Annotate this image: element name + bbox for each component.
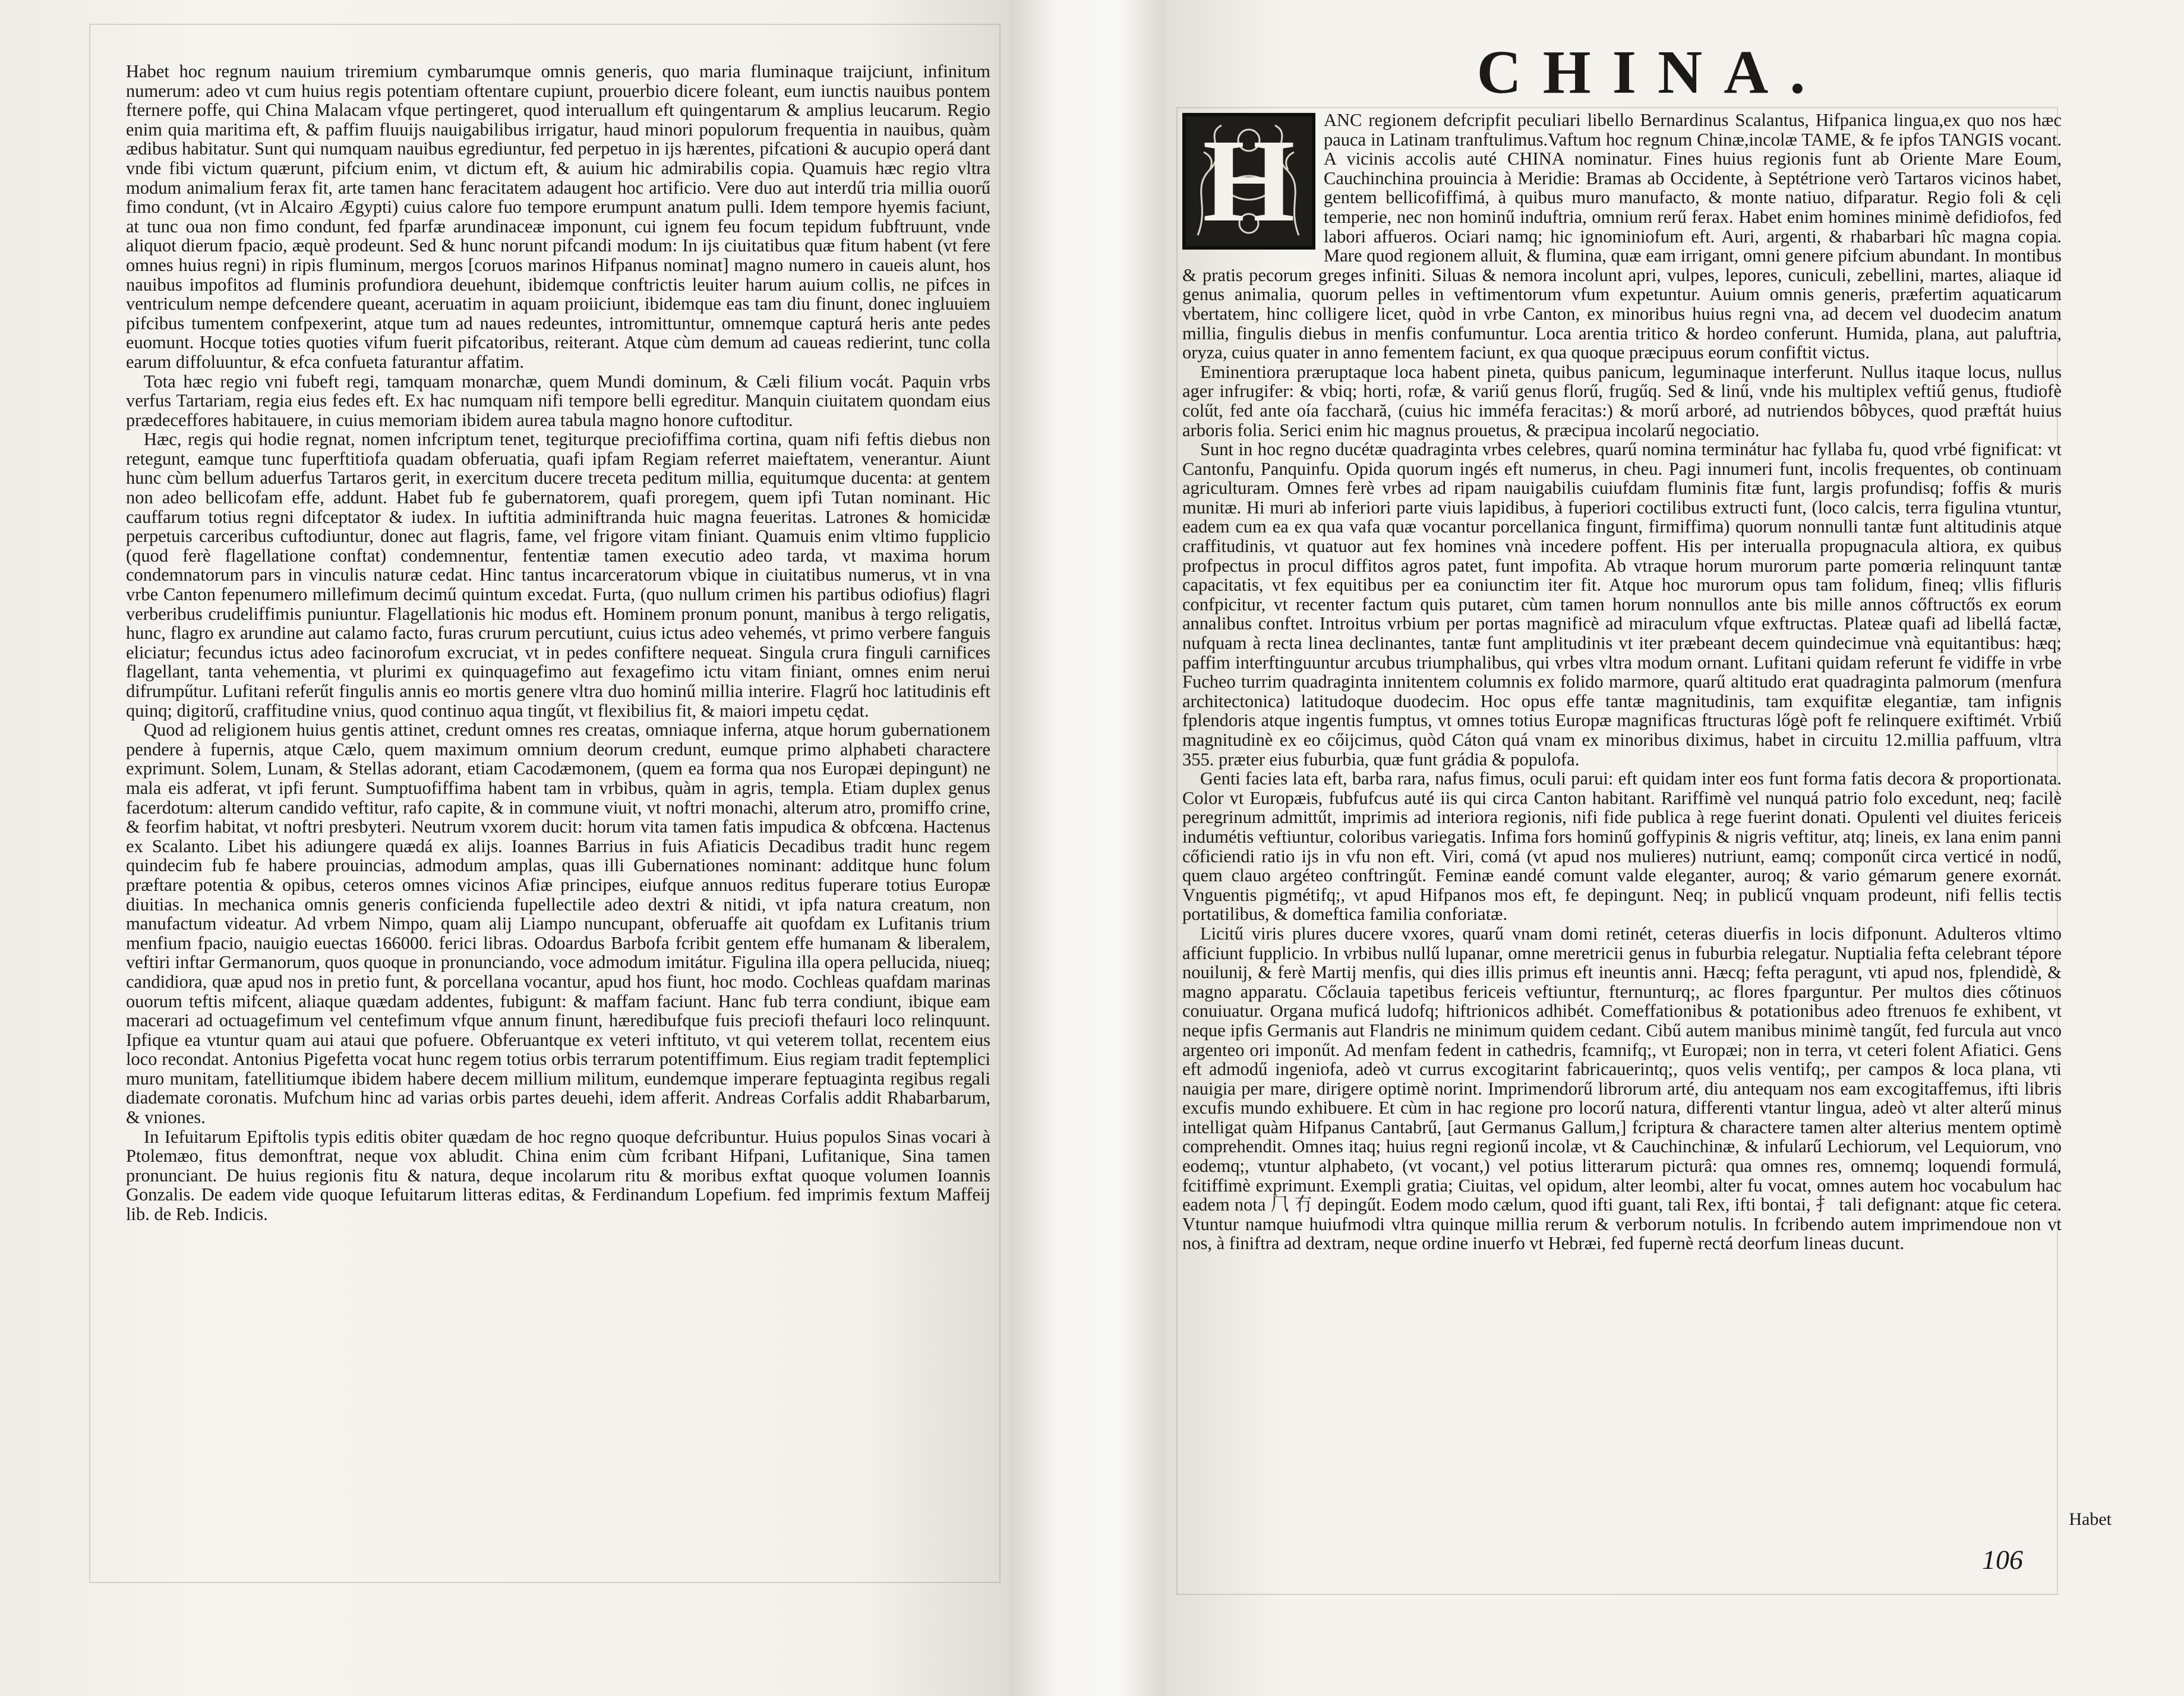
page-number: 106: [1982, 1544, 2023, 1575]
right-paragraph-1: ANC regionem defcripfit peculiari libello Bernardinus Scalantus, Hifpanica lingua,ex quo nos hæc pauca in Latinam tranftulimus.Vaftum hoc regnum Chinæ,incolæ TAME, & fe ipfos TANGIS vocant. A vicinis accolis auté CHINA nominatur. Fines huius regionis funt ab Oriente Mare Eoum, Cauchinchina prouincia à Meridie: Bramas ab Occidente, à Septétrione verò Tartaros vicinos habet, gentem bellicofiffimá, à quibus muro manufacto, & monte natiuo, difparatur. Regio foli & cęli temperie, nec non hominű induftria, omnium rerű ferax. Habet enim homines minimè defidiofos, fed labori affueros. Ociari namq; hic ignominiofum eft. Auri, argenti, & rhabarbari hîc magna copia. Mare quod regionem alluit, & flumina, quæ eam irrigant, omni genere pifcium abundant. In montibus & pratis pecorum greges infiniti. Siluas & nemora incolunt apri, vulpes, lepores, cuniculi, zebellini, martes, aliaque id genus animalia, quorum pelles in veftimentorum vfum expetuntur. Auium omnis generis, præfertim aquaticarum vbertatem, hinc colligere licet, quòd in vrbe Canton, ex minoribus huius regni vna, ad decem vel duodecim anatum millia, fingulis diebus in menfis confumuntur. Loca arentia tritico & hordeo conferunt. Humida, plana, aut paluftria, oryza, cuius quater in anno fementem faciunt, ex qua quoque præcipuus eorum confiftit victus.: [1182, 110, 2062, 363]
right-paragraph-4: Genti facies lata eft, barba rara, nafus fimus, oculi parui: eft quidam inter eos funt forma fatis decora & proportionata. Color vt Europæis, fubfufcus auté iis qui circa Canton habitant. Rariffimè vel nunquá patrio folo excedunt, neq; facilè peregrinum admittűt, imprimis ad interiora regionis, nifi fide publica à rege fuerint donati. Opulenti vel diuites fericeis indumétis veftiuntur, coloribus variegatis. Infima fors hominű goffypinis & nigris veftitur, atq; lineis, ex lana enim panni cőficiendi ratio ijs in vfu non eft. Viri, comá (vt apud nos mulieres) nutriunt, eamq; componűt circa verticé in nodű, quem clauo argéteo conftringűt. Feminæ eandé comunt valde eleganter, auroq; & vario gémarum genere exornát. Vnguentis pigmétifq;, vt apud Hifpanos mos eft, fe depingunt. Neq; in publicű vnquam prodeunt, nifi fellis tectis portatilibus, & domeftica familia conforiatæ.: [1182, 768, 2062, 925]
right-paragraph-5: Licitű viris plures ducere vxores, quarű vnam domi retinét, ceteras diuerfis in locis difponunt. Adulteros vltimo afficiunt fupplicio. In vrbibus nullű lupanar, omne meretricii genus in fuburbia relegatur. Nuptialia fefta celebrant tépore nouilunij, & ferè Martij menfis, qui dies illis primus eft ineuntis anni. Hæcq; fefta peragunt, vti apud nos, fplendidè, & magno apparatu. Cőclauia tapetibus fericeis veftiuntur, fternunturq;, ac flores fparguntur. Per multos dies cőtinuos conuiuatur. Organa muficá ludofq; hiftrionicos adhibét. Comeffationibus & potationibus adeo ftrenuos fe exhibent, vt neque ipfis Germanis aut Flandris ne minimum quidem cedant. Cibű autem manibus minimè tangűt, fed furcula aut vnco argenteo ori imponűt. Ad menfam fedent in cathedris, fcamnifq;, vt Europæi; non in terra, vt ceteri folent Afiatici. Gens eft admodű ingeniofa, adeò vt currus excogitarint fabricauerintq;, quos velis ventifq;, per campos & loca plana, vti nauigia per mare, dirigere optimè norint. Imprimendorű librorum arté, diu antequam nos eam excogitaffemus, ifti libris excufis mundo exhibuere. Et cùm in hac regione pro locorű natura, differenti vtantur lingua, adeò vt alter alterű minus intelligat quàm Hifpanus Cantabrű, [aut Germanus Gallum,] fcriptura & charactere tamen alter alterius mentem optimè comprehendit. Omnes itaq; huius regni regionű incolæ, vt & Cauchinchinæ, & infularű Lechiorum, vel Lequiorum, vno eodemq;, vtuntur alphabeto, (vt vocant,) vel potius litterarum picturâ: qua omnes res, omnemq; loquendi formulá, fcitiffimè exprimunt. Exempli gratia; Ciuitas, vel opidum, alter leombi, alter fu vocat, omnes autem hoc vocabulum hac eadem nota ⺇ 冇 depingűt. Eodem modo cælum, quod ifti guant, tali Rex, ifti bontai, ⺘ tali defignant: atque fic cetera. Vtuntur namque huiufmodi vltra quinque millia rerum & verborum notulis. In fcribendo autem imprimendoue non vt nos, à finiftra ad dextram, neque ordine inuerfo vt Hebræi, fed fupernè rectá deorfum lineas ducunt.: [1182, 923, 2062, 1254]
catchword: Habet: [2069, 1509, 2112, 1529]
left-page: [0, 0, 1010, 1696]
left-paragraph-1: Habet hoc regnum nauium triremium cymbarumque omnis generis, quo maria fluminaque traijciunt, infinitum numerum: adeo vt cum huius regis potentiam oftentare cupiunt, prouerbio dicere foleant, eum iunctis nauibus pontem fternere poffe, qui China Malacam vfque pertingeret, quod interuallum eft quingentarum & amplius leucarum. Regio enim quia maritima eft, & paffim fluuijs nauigabilibus irrigatur, haud minori populorum frequentia in nauibus, quàm ædibus habitatur. Sunt qui numquam nauibus egrediuntur, fed perpetuo in ijs hærentes, pifcationi & aucupio operá dant vnde fibi victum quærunt, pifcium enim, vt dictum eft, & auium hic admirabilis copia. Quamuis hæc regio vltra modum animalium ferax fit, arte tamen hanc feracitatem adaugent hoc artificio. Vere duo aut interdű tria millia ouorű fimo condunt, (vt in Alcairo Ægypti) cuius calore fuo tempore erumpunt anatum pulli. Idem tempore hyemis faciunt, at tunc oua non fimo condunt, fed fparfæ arundinaceæ imponunt, cui ignem feu focum tepidum fubftruunt, vnde aliquot dierum fpacio, æquè prodeunt. Sed & hunc norunt pifcandi modum: In ijs ciuitatibus quæ fitum habent (vt fere omnes huius regni) in ripis fluminum, mergos [coruos marinos Hifpanus nominat] magno numero in caueis alunt, hos nauibus impofitos ad fluminis profundiora deuehunt, ibidemque conftrictis leuiter harum auium collis, ne pifces in ventriculum nempe defcendere queant, aceruatim in aquam proiiciunt, ibidemque eas tam diu finunt, donec ingluuiem pifcibus tumentem confpexerint, atque tum ad naues redeuntes, intromittuntur, omnemque capturá heris ante pedes euomunt. Hocque toties quoties vifum fuerit pifcatoribus, reiterant. Atque cùm demum ad caueas redierint, tunc colla earum diffoluuntur, & efca confueta faturantur affatim.: [126, 61, 990, 372]
initial-letter: H: [1203, 115, 1295, 247]
right-text-column: [1182, 111, 2062, 1253]
right-paragraph-3: Sunt in hoc regno ducétæ quadraginta vrbes celebres, quarű nomina terminátur hac fyllaba fu, quod vrbé fignificat: vt Cantonfu, Panquinfu. Opida quorum ingés eft numerus, in cheu. Pagi innumeri funt, incolis frequentes, ob continuam agriculturam. Omnes ferè vrbes ad ripam nauigabilis cuiufdam fluminis fitæ funt, largis profundisq; foffis & muris munitæ. Hi muri ab inferiori parte viuis lapidibus, à fuperiori coctilibus extructi funt, (loco calcis, terra figulina vtuntur, eadem cum ea ex qua vafa quæ vocantur porcellanica fingunt, firmiffima) quorum nonnulli tantæ funt altitudinis atque craffitudinis, vt quatuor aut fex homines vnà incedere poffent. His per interualla propugnacula altiora, ex quibus profpectus in procul diffitos agros patet, funt impofita. Ab vtraque horum murorum parte pomœria relinquunt tantæ capacitatis, vt fex equitibus per ea coniunctim iter fit. Atque hoc murorum opus tam folidum, fineq; vllis fifluris confpicitur, vt recenter factum quis putaret, cùm tamen horum nonnullos ante bis mille annos cőftructős ex eorum annalibus conftet. Introitus vrbium per portas magnificè ad miraculum vfque exftructas. Plateæ quafi ad libellá factæ, nufquam à recta linea declinantes, tantæ funt amplitudinis vt iter præbeant decem quindecimue vnà equitantibus: hæq; paffim interftinguuntur arcubus triumphalibus, qui vrbes vltra modum ornant. Lufitani quidam referunt fe vidiffe in vrbe Fucheo turrim quadraginta innitentem columnis ex folido marmore, quarű altitudo erat quadraginta palmorum (menfura architectonica) latitudoque duodecim. Hoc opus effe tantæ magnitudinis, tam exquifitæ elegantiæ, tam infignis fplendoris atque ingentis fumptus, vt omnes totius Europæ magnificas ftructuras lőgè poft fe relinquere exiftimét. Vrbiű magnitudinè ex eo cőijcimus, quòd Cáton quá vnam ex minoribus diximus, habet in circuitu 12.millia paffuum, vltra 355. præter eius fuburbia, quæ funt grádia & populofa.: [1182, 439, 2062, 770]
left-paragraph-2: Tota hæc regio vni fubeft regi, tamquam monarchæ, quem Mundi dominum, & Cæli filium vocát. Paquin vrbs verfus Tartariam, regia eius fedes eft. Ex hac numquam nifi tempore belli egreditur. Manquin ciuitatem quondam eius prædeceffores habitauere, in cuius memoriam ibidem aurea tabula magno honore cuftoditur.: [126, 371, 990, 430]
page-title: CHINA.: [1476, 38, 1827, 106]
left-paragraph-4: Quod ad religionem huius gentis attinet, credunt omnes res creatas, omniaque inferna, atque horum gubernationem pendere à fupernis, atque Cælo, quem maximum omnium deorum credunt, eumque primo alphabeti charactere exprimunt. Solem, Lunam, & Stellas adorant, etiam Cacodæmonem, (quem ea forma qua nos Europæi depingunt) ne mala eis adferat, vt ipfi ferunt. Sumptuofiffima habent tam in vrbibus, quàm in agris, templa. Etiam duplex genus facerdotum: alterum candido veftitur, rafo capite, & in commune viuit, vt noftri monachi, alterum atro, promiffo crine, & feorfim habitat, vt noftri presbyteri. Neutrum vxorem ducit: horum vita tamen fatis impudica & obfcœna. Hactenus ex Scalanto. Libet his adiungere quædá ex alijs. Ioannes Barrius in fuis Afiaticis Decadibus tradit hunc regem quindecim fub fe habere prouincias, admodum amplas, quas illi Gubernationes nominant: additque hunc folum præftare potentia & opibus, ceteros omnes vicinos Afiæ principes, eiufque annuos reditus fuperare totius Europæ diuitias. In mechanica omnis generis conficienda fupellectile adeo dextri & nitidi, vt ipfa natura creatum, non manufactum videatur. Ad vrbem Nimpo, quam alij Liampo nuncupant, obferuaffe ait quofdam ex Lufitanis trium menfium fpacio, nauigio euectas 166000. ferici libras. Odoardus Barbofa fcribit gentem effe humanam & liberalem, veftiri inftar Germanorum, quos quoque in pronunciando, voce admodum imitátur. Figulina illa opera pellucida, niueq; candidiora, quæ apud nos in pretio funt, & porcellana vocantur, apud hos fiunt, hoc modo. Cochleas quafdam marinas ouorum teftis mifcent, aliaque quædam addentes, fubigunt: & maffam faciunt. Hanc fub terra condiunt, ibique eam macerari ad octuagefimum vel centefimum vfque annum finunt, hæredibufque fuis preciofi thefauri loco relinquunt. Ipfique ea vtuntur quam aui ataui que pofuere. Obferuantque ex veteri inftituto, vt qui veterem tollat, recentem eius loco recondat. Antonius Pigefetta vocat hunc regem totius orbis terrarum potentiffimum. Eius regiam tradit feptemplici muro munitam, fatellitiumque ibidem habere decem millium militum, eundemque imperare feptuaginta regibus regali diademate coronatis. Mufchum hinc ad varias orbis partes deuehi, idem afferit. Andreas Corfalis addit Rhabarbarum, & vniones.: [126, 720, 990, 1128]
left-text-column: [126, 62, 990, 1224]
left-paragraph-5: In Iefuitarum Epiftolis typis editis obiter quædam de hoc regno quoque defcribuntur. Huius populos Sinas vocari à Ptolemæo, fitus demonftrat, neque vox abludit. China enim cùm fcribant Hifpani, Lufitanique, Sina tamen pronunciant. De huius regionis fitu & natura, deque incolarum ritu & moribus exftat quoque volumen Ioannis Gonzalis. De eadem vide quoque Iefuitarum litteras editas, & Ferdinandum Lopefium. fed imprimis fextum Maffeij lib. de Reb. Indicis.: [126, 1126, 990, 1225]
gutter: [1010, 0, 1164, 1696]
right-paragraph-2: Eminentiora præruptaque loca habent pineta, quibus panicum, leguminaque interferunt. Nullus itaque locus, nullus ager infrugifer: & vbiq; horti, rofæ, & variű genus florű, frugűq. Sed & linű, vnde his multiplex veftiű genus, ftudiofè colűt, fed ante oía facchară, (cuius hic imméfa feracitas:) & morű arboré, ad nutriendos bôbyces, quod præftát huius arboris folia. Serici enim hic magnus prouetus, & præcipua incolarű negociatio.: [1182, 361, 2062, 440]
decorated-initial: [1182, 113, 1315, 250]
left-paragraph-3: Hæc, regis qui hodie regnat, nomen infcriptum tenet, tegiturque preciofiffima cortina, quam nifi feftis diebus non retegunt, eamque tunc fuperftitiofa quadam obferuatia, quafi ipfam Regiam referret maieftatem, venerantur. Aiunt hunc cùm bellum aduerfus Tartaros gerit, in exercitum ducere treceta peditum millia, equitumque ducenta: at gentem non adeo bellicofam effe, addunt. Habet fub fe gubernatorem, quafi proregem, quem ipfi Tutan nominant. Hic cauffarum totius regni difceptator & iudex. In iuftitia adminiftranda huic magna feueritas. Latrones & homicidæ perpetuis carceribus cuftodiuntur, donec aut flagris, fame, vel frigore vitam finiant. Quamuis enim vltimo fupplicio (quod ferè flagellatione conftat) condemnentur, fententiæ tamen executio adeo tarda, vt maxima horum condemnatorum pars in vinculis naturæ cedat. Hinc tantus incarceratorum vbique in ciuitatibus numerus, vt in vna vrbe Canton fepenumero millefimum decimű quintum excedat. Furta, (quo nullum crimen his partibus odiofius) flagri verberibus crudeliffimis puniuntur. Flagellationis hic modus eft. Hominem pronum ponunt, manibus à tergo religatis, hunc, flagro ex arundine aut calamo facto, furas crurum percutiunt, cuius ictus adeo vehemés, vt primo verbere fanguis eliciatur; fecundus ictus adeo facinorofum excruciat, vt in pedes confiftere nequeat. Singula crura finguli carnifices flagellant, tanta vehementia, vt plurimi ex quinquagefimo aut fexagefimo ictu vitam finiant, omnes enim nerui difrumpűtur. Lufitani referűt fingulis annis eo mortis genere vltra duo hominű millia interire. Flagrű hoc latitudinis eft quinq; digitorű, craffitudine vnius, quod continuo aqua tingűt, vt flexibilius fit, & maiori impetu cędat.: [126, 429, 990, 721]
